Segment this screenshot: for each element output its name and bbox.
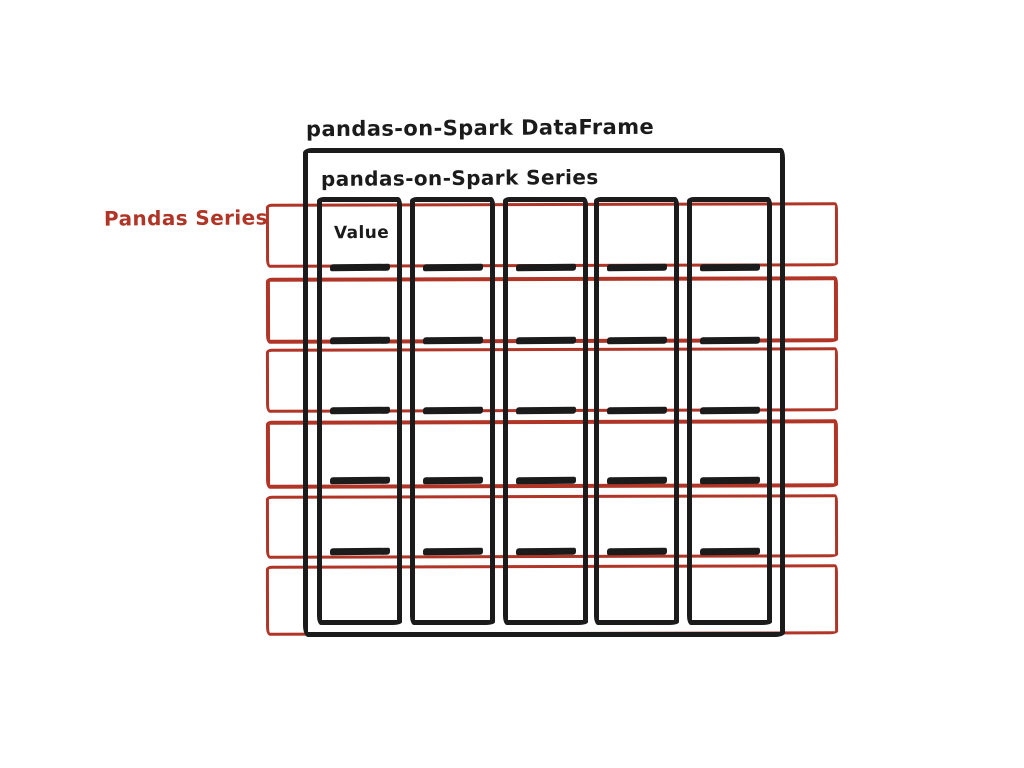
cell-divider-dash — [422, 407, 482, 415]
cell-divider-dash — [699, 337, 759, 345]
cell-divider-dash — [422, 337, 482, 345]
cell-divider-dash — [515, 337, 575, 345]
cell-divider-dash — [699, 548, 759, 556]
spark-series-column — [687, 197, 772, 625]
cell-divider-dash — [422, 477, 482, 485]
pandas-series-label: Pandas Series — [103, 205, 268, 231]
spark-series-column — [317, 197, 402, 625]
cell-divider-dash — [606, 264, 666, 272]
cell-divider-dash — [329, 407, 389, 415]
cell-divider-dash — [515, 264, 575, 272]
cell-divider-dash — [329, 264, 389, 272]
spark-series-column — [594, 197, 679, 625]
dataframe-title: pandas-on-Spark DataFrame — [305, 114, 655, 142]
cell-divider-dash — [329, 337, 389, 345]
cell-divider-dash — [606, 407, 666, 415]
cell-divider-dash — [329, 477, 389, 485]
cell-divider-dash — [422, 548, 482, 556]
spark-series-label: pandas-on-Spark Series — [320, 165, 599, 191]
cell-value-label: Value — [333, 222, 390, 244]
cell-divider-dash — [699, 407, 759, 415]
cell-divider-dash — [515, 477, 575, 485]
cell-divider-dash — [606, 548, 666, 556]
cell-divider-dash — [606, 477, 666, 485]
cell-divider-dash — [699, 264, 759, 272]
cell-divider-dash — [515, 407, 575, 415]
cell-divider-dash — [329, 548, 389, 556]
cell-divider-dash — [699, 477, 759, 485]
spark-series-column — [503, 197, 588, 625]
cell-divider-dash — [422, 264, 482, 272]
spark-series-column — [410, 197, 495, 625]
cell-divider-dash — [515, 548, 575, 556]
cell-divider-dash — [606, 337, 666, 345]
